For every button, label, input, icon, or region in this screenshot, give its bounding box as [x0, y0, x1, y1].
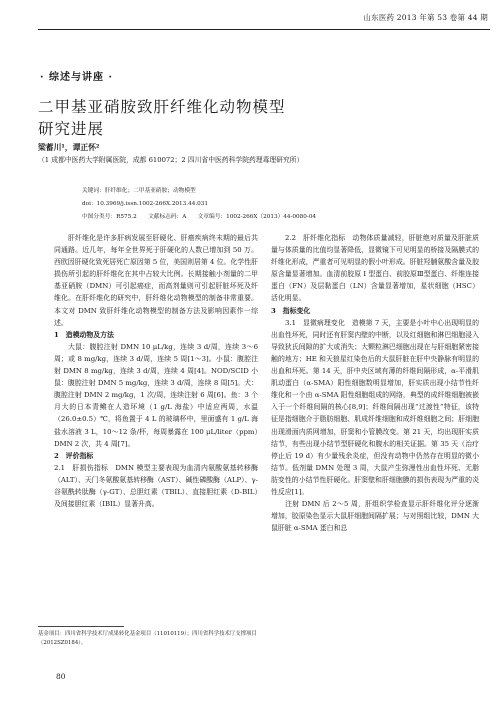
heading: 3 指标变化	[271, 306, 311, 315]
footnote-rule	[38, 626, 124, 627]
journal-header: 山东医药 2013 年第 53 卷第 44 期	[363, 13, 488, 22]
left-column	[54, 232, 258, 622]
article-title	[38, 96, 286, 140]
authors: 梁蓄川¹，谭正怀²	[38, 143, 100, 152]
heading: 1 造模动物及方法	[54, 330, 114, 339]
paragraph: 3.1 显微病理变化 造模第 7 天，主要是小叶中心出现明显的出血性坏死，同时还有肝窦内壁的中断，以及红细胞和淋巴细胞浸入导致狄氏间隙的扩大或消失；大颗粒淋巴细胞出现在与肝细胞紧密接触的地方；HE 和天狼星红染色后的大鼠肝脏在肝中央静脉有明显的出血和坏死。第 14 天，肝中央区域有薄的纤维间隔形成，α-平滑肌肌动蛋白（α-SMA）阳性细胞数明显增加，肝实质出现小结节性纤维化和一个由 α-SMA 阳性细胞组成的网络，典型的成纤维细胞被嵌入于一个纤维间隔的核心[8,9]；纤维间隔出现“过渡性”特征，该特征是指细胞介于脂肪细胞、肌成纤维细胞和成纤维细胞之间；肝细胞出现滑面内质网增加，肝窦和小管膜改变。第 21 天，均出现肝实质结节，有些出现小结节型肝硬化和腹水的相关证据。第 35 天（治疗停止后 19 d）有少量残余炎症，但没有动物中仍然存在明显的微小结节。低剂量 DMN 处理 3 周，大鼠产生弥漫性出血性坏死、无脂肪变性的小结节性肝硬化。肝窦壁和肝细胞膜的损伤表现为严重的炎性反应[1]。	[271, 318, 479, 496]
page-number: 80	[56, 672, 66, 681]
right-column	[271, 232, 479, 708]
paragraph: 注射 DMN 后 2～5 周，肝组织学检查显示肝纤维化评分逐渐增加，胶原染色显示大鼠肝细胞间隔扩展；与对照组比较，DMN 大鼠肝脏 α-SMA 蛋白和总	[271, 500, 479, 533]
classification-codes: 中图分类号：R575.2 文献标志码：A 文章编号：1002-266X（2013）44-0080-04	[82, 214, 317, 220]
affiliation: （1 成都中医药大学附属医院，成都 610072；2 四川省中医药科学院药理毒理研究所）	[38, 156, 304, 164]
header-rule	[38, 29, 490, 30]
paragraph: 大鼠：腹腔注射 DMN 10 μL/kg，连续 3 d/周，连续 3～6 周；或 8 mg/kg，连续 3 d/周，连续 5 周[1～3]。小鼠：腹腔注射 DMN 8 mg/kg，连续 3 d/周，连续 4 周[4]。NOD/SCID 小鼠：腹腔注射 DMN 5 mg/kg，连续 3 d/周，连续 8 周[5]。犬：腹腔注射 DMN 2 mg/kg，1 次/周，连续注射 6 周[6]。鱼：3 个月大的日本青鳉在人造环境（1 g/L 海盐）中适应两周，水温（26.0±0.5）℃，将鱼置于 4 L 的玻璃杯中，里面盛有 1 g/L 海盐水溶液 3 L，10～12 条/杯，每周暴露在 100 μL/liter（ppm）DMN 2 次，共 4 周[7]。	[54, 342, 258, 448]
paragraph: 肝纤维化是许多肝病发展至肝硬化、肝癌疾病终末期的最后共同通路。近几年，每年全世界死于肝硬化的人数已增加到 50 万。西欧因肝硬化致死居死亡原因第 5 位，美国则居第 4 位。化学性肝损伤所引起的肝纤维化在其中占较大比例。长期接触小剂量的二甲基亚硝胺（DMN）可引起癌症，而高剂量则可引起肝脏坏死及纤维化。在肝纤维化的研究中，肝纤维化动物模型的制备非常重要。本文对 DMN 致肝纤维化动物模型的制备方法及影响因素作一综述。	[54, 234, 258, 327]
keywords: 关键词：肝纤维化；二甲基亚硝胺；动物模型	[82, 188, 196, 194]
heading: 2 评价指标	[54, 451, 94, 460]
doi: doi：10.3969/j.issn.1002-266X.2013.44.031	[82, 201, 208, 207]
funding-footnote: 基金项目：四川省科学技术厅成果转化基金项目（11010119）；四川省科学技术厅支撑项目（2012SZ0184）。	[38, 631, 257, 646]
paragraph: 2.1 肝损伤指标 DMN 模型主要表现为血清内氨酸氨基转移酶（ALT）、天门冬氨酸氨基转移酶（AST）、碱性磷酸酶（ALP）、γ-谷氨酰转肽酶（γ-GT）、总胆红素（TBIL）、直接胆红素（D-BIL）及间接胆红素（IBIL）显著升高。	[54, 463, 258, 509]
section-label: · 综述与讲座 ·	[40, 72, 113, 83]
title-line-2: 研究进展	[38, 120, 105, 138]
paragraph: 2.2 肝纤维化指标 动物体质量减轻，肝脏绝对质量及肝脏质量与体质量的比值均显著降低，显微镜下可见明显的桥接及隔膜式的纤维化形成，严重者可见明显的假小叶形成。肝脏羟脯氨酸含量及胶原含量显著增加。血清前胶原 I 型蛋白、前胶原Ⅲ型蛋白、纤维连接蛋白（FN）及层黏蛋白（LN）含量显著增加，星状细胞（HSC）活化明显。	[271, 234, 479, 303]
title-line-1: 二甲基亚硝胺致肝纤维化动物模型	[38, 98, 286, 116]
